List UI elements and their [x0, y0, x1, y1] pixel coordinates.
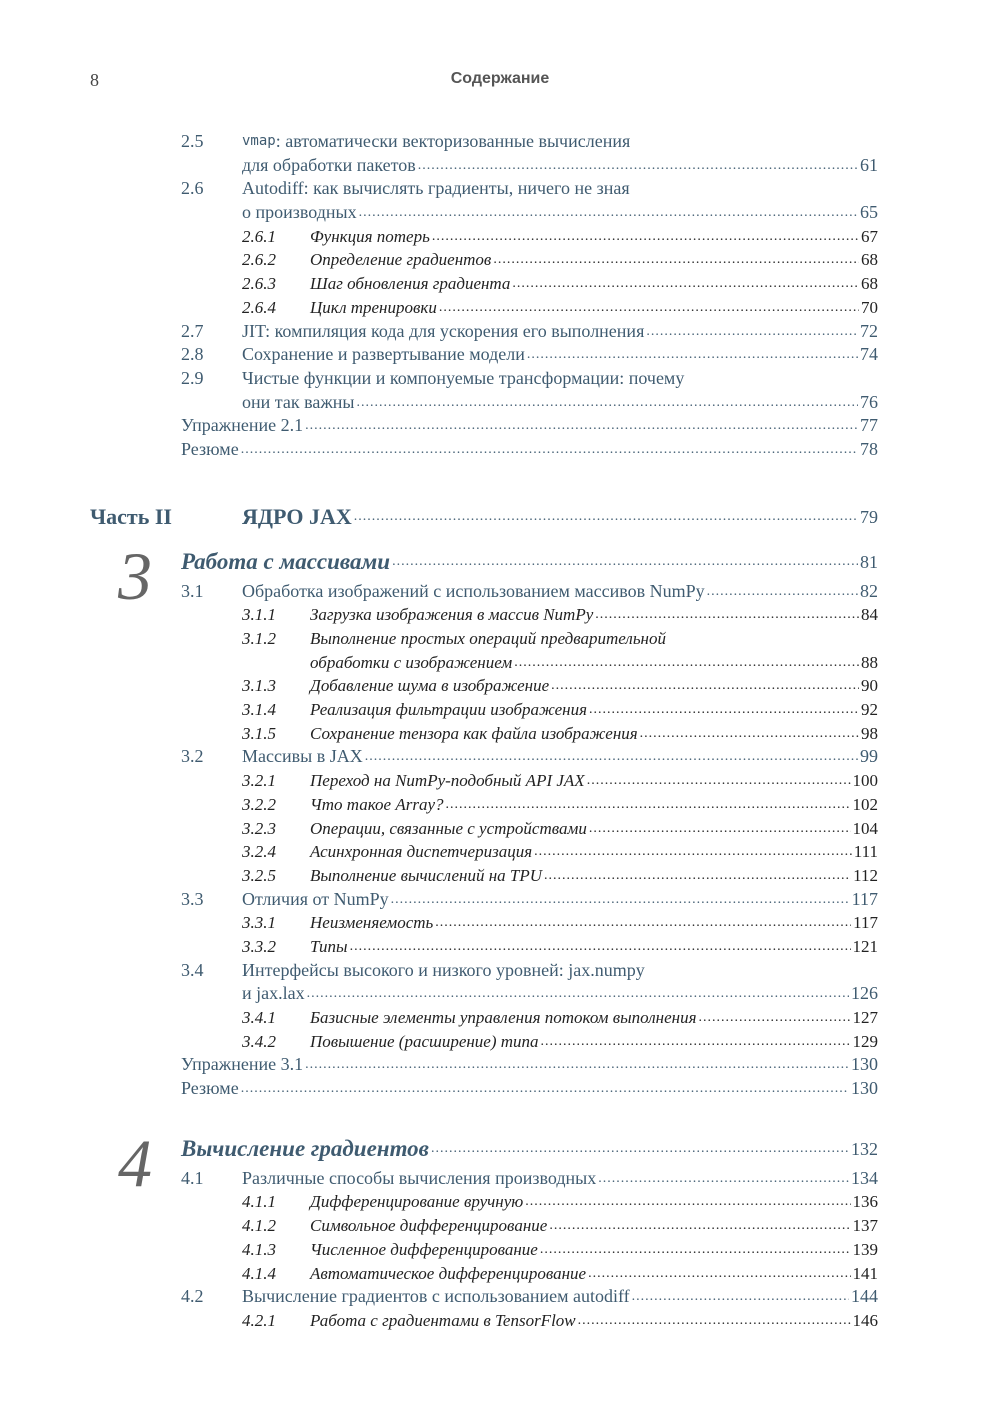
- entry-number: 3.1.4: [242, 700, 276, 720]
- leader-dots: [534, 840, 852, 864]
- entry-number: 3.2.4: [242, 842, 276, 862]
- toc-entry[interactable]: [0, 1006, 1000, 1030]
- running-head: Содержание: [450, 70, 550, 87]
- toc-entry-line: [0, 367, 1000, 391]
- toc-entry[interactable]: [0, 1238, 1000, 1262]
- toc-entry[interactable]: [0, 1309, 1000, 1333]
- toc-entry[interactable]: [0, 1262, 1000, 1286]
- entry-title: Упражнение 2.1: [181, 415, 304, 436]
- entry-title-line: [310, 272, 878, 296]
- toc-entry[interactable]: [0, 414, 1000, 438]
- page-ref: 141: [852, 1263, 878, 1283]
- entry-title: Интерфейсы высокого и низкого уровней: jax.numpy: [242, 959, 645, 980]
- entry-title-line: [242, 502, 878, 532]
- toc-entry[interactable]: [0, 225, 1000, 249]
- entry-number: 3.1.5: [242, 723, 276, 743]
- entry-title-line: [181, 438, 878, 462]
- code-term: vmap: [242, 133, 276, 149]
- entry-title: Autodiff: как вычислять градиенты, ничего не зная: [242, 178, 630, 199]
- entry-number: 3.4.2: [242, 1031, 276, 1051]
- toc-entry[interactable]: [0, 201, 1000, 225]
- page-ref: 88: [861, 652, 878, 672]
- toc-entry[interactable]: [0, 1077, 1000, 1101]
- leader-dots: [525, 1190, 850, 1214]
- page-ref: 74: [860, 344, 878, 365]
- leader-dots: [493, 248, 859, 272]
- leader-dots: [365, 745, 858, 769]
- toc-entry[interactable]: [0, 391, 1000, 415]
- entry-title: Упражнение 3.1: [181, 1054, 304, 1075]
- toc-entry[interactable]: [0, 1030, 1000, 1054]
- page-ref: 136: [852, 1192, 878, 1212]
- leader-dots: [589, 817, 851, 841]
- entry-title: Выполнение вычислений на TPU: [310, 865, 543, 885]
- toc-entry-line: [0, 959, 1000, 983]
- leader-dots: [698, 1006, 850, 1030]
- leader-dots: [588, 1262, 850, 1286]
- entry-title: Автоматическое дифференцирование: [310, 1263, 587, 1283]
- entry-title: и jax.lax: [242, 983, 305, 1004]
- page-ref: 126: [851, 983, 878, 1004]
- page-ref: 67: [861, 226, 878, 246]
- toc-entry[interactable]: [0, 722, 1000, 746]
- toc-entry-line: [0, 627, 1000, 651]
- entry-title-line: [310, 603, 878, 627]
- toc-entry[interactable]: [0, 817, 1000, 841]
- entry-title-line: [242, 745, 878, 769]
- page-ref: 84: [861, 605, 878, 625]
- entry-title-line: [310, 225, 878, 249]
- toc-entry[interactable]: [0, 840, 1000, 864]
- leader-dots: [354, 502, 858, 532]
- toc-entry[interactable]: [0, 982, 1000, 1006]
- toc-entry[interactable]: [0, 888, 1000, 912]
- leader-dots: [551, 674, 859, 698]
- page-ref: 92: [861, 700, 878, 720]
- entry-title: Неизменяемость: [310, 913, 434, 933]
- entry-title: Работа с массивами: [181, 548, 391, 574]
- entry-number: 4.2: [181, 1286, 204, 1307]
- entry-title: Вычисление градиентов: [181, 1135, 429, 1161]
- toc-entry[interactable]: [0, 745, 1000, 769]
- entry-title: JIT: компиляция кода для ускорения его выполнения: [242, 320, 645, 341]
- entry-title-line: [242, 320, 878, 344]
- leader-dots: [435, 911, 851, 935]
- entry-title: Массивы в JAX: [242, 746, 363, 767]
- entry-title: Отличия от NumPy: [242, 888, 389, 909]
- leader-dots: [392, 548, 858, 576]
- entry-number: 3.2.2: [242, 794, 276, 814]
- page-ref: 100: [852, 771, 878, 791]
- page-ref: 121: [852, 936, 878, 956]
- page-ref: 117: [853, 913, 878, 933]
- page-ref: 102: [852, 794, 878, 814]
- leader-dots: [541, 1030, 851, 1054]
- entry-title: Повышение (расширение) типа: [310, 1031, 539, 1051]
- entry-title: Функция потерь: [310, 226, 430, 246]
- entry-title: о производных: [242, 202, 357, 223]
- entry-number: 2.6.1: [242, 226, 276, 246]
- leader-dots: [707, 580, 858, 604]
- page-ref: 144: [851, 1286, 878, 1307]
- entry-title-line: [242, 1167, 878, 1191]
- entry-title-line: [310, 840, 878, 864]
- entry-title: Базисные элементы управления потоком выполнения: [310, 1008, 697, 1027]
- toc-entry[interactable]: [0, 1167, 1000, 1191]
- page-ref: 98: [861, 723, 878, 743]
- entry-title-line: [242, 154, 878, 178]
- page-ref: 65: [860, 202, 878, 223]
- toc-entry[interactable]: [0, 154, 1000, 178]
- entry-title: они так важны: [242, 391, 355, 412]
- entry-title: Переход на NumPy-подобный API JAX: [310, 771, 585, 791]
- entry-title-line: [310, 698, 878, 722]
- leader-dots: [549, 1214, 850, 1238]
- entry-title: для обработки пакетов: [242, 154, 416, 175]
- page-ref: 72: [860, 320, 878, 341]
- entry-number: 3.3.1: [242, 913, 276, 933]
- leader-dots: [446, 793, 851, 817]
- page-ref: 82: [860, 580, 878, 601]
- entry-number: 3.3.2: [242, 936, 276, 956]
- chapter-number: 3: [118, 537, 152, 614]
- entry-title: Асинхронная диспетчеризация: [310, 842, 533, 862]
- page-ref: 112: [853, 865, 878, 885]
- entry-number: 4.1.1: [242, 1192, 276, 1212]
- entry-number: 4.1: [181, 1167, 204, 1188]
- entry-title-line: [310, 911, 878, 935]
- entry-title-line: [310, 817, 878, 841]
- entry-title-line: [242, 959, 878, 983]
- entry-title-line: [310, 651, 878, 675]
- leader-dots: [527, 343, 858, 367]
- entry-title: Добавление шума в изображение: [310, 676, 550, 696]
- entry-title-line: [310, 793, 878, 817]
- leader-dots: [431, 1135, 849, 1163]
- leader-dots: [305, 1053, 849, 1077]
- page-ref: 68: [861, 250, 878, 270]
- page-number: 8: [90, 70, 99, 90]
- entry-title-line: [310, 1262, 878, 1286]
- page-ref: 146: [852, 1310, 878, 1330]
- page-ref: 130: [851, 1054, 878, 1075]
- entry-title: Символьное дифференцирование: [310, 1216, 548, 1236]
- toc-entry[interactable]: [0, 320, 1000, 344]
- entry-number: 2.7: [181, 320, 204, 341]
- entry-title-line: [310, 935, 878, 959]
- entry-title: Чистые функции и компонуемые трансформации: почему: [242, 367, 685, 388]
- entry-title-line: [181, 1135, 878, 1163]
- entry-title: Вычисление градиентов с использованием autodiff: [242, 1286, 630, 1307]
- entry-title: Различные способы вычисления производных: [242, 1167, 597, 1188]
- page-ref: 79: [860, 506, 878, 527]
- entry-title: Численное дифференцирование: [310, 1239, 538, 1259]
- entry-number: Часть II: [90, 503, 172, 529]
- entry-title: Цикл тренировки: [310, 297, 437, 317]
- entry-title-line: [242, 130, 878, 154]
- leader-dots: [632, 1285, 849, 1309]
- entry-title-line: [242, 201, 878, 225]
- entry-title-line: [310, 296, 878, 320]
- entry-title-line: [181, 1053, 878, 1077]
- leader-dots: [357, 391, 859, 415]
- entry-title-line: [242, 888, 878, 912]
- entry-title: Типы: [310, 936, 348, 956]
- leader-dots: [589, 698, 859, 722]
- entry-number: 2.5: [181, 131, 204, 151]
- toc-entry[interactable]: [0, 698, 1000, 722]
- page-ref: 137: [852, 1216, 878, 1236]
- entry-title: Операции, связанные с устройствами: [310, 818, 587, 838]
- leader-dots: [512, 272, 859, 296]
- toc-entry[interactable]: [0, 603, 1000, 627]
- entry-title: : автоматически векторизованные вычисления: [275, 131, 631, 151]
- page-ref: 90: [861, 676, 878, 696]
- page-ref: 99: [860, 746, 878, 767]
- entry-number: 2.9: [181, 367, 204, 388]
- entry-number: 3.2.5: [242, 865, 276, 885]
- entry-title-line: [242, 177, 878, 201]
- toc-entry[interactable]: [0, 438, 1000, 462]
- leader-dots: [544, 864, 851, 888]
- toc-entry[interactable]: [0, 864, 1000, 888]
- entry-number: 4.1.2: [242, 1216, 276, 1236]
- entry-number: 3.1.3: [242, 676, 276, 696]
- leader-dots: [391, 888, 850, 912]
- entry-title: Выполнение простых операций предварительной: [310, 629, 666, 648]
- toc-entry[interactable]: [0, 935, 1000, 959]
- entry-number: 3.4.1: [242, 1008, 276, 1027]
- page-ref: 77: [860, 415, 878, 436]
- entry-title-line: [242, 367, 878, 391]
- toc-entry[interactable]: [0, 769, 1000, 793]
- toc-entry[interactable]: [0, 651, 1000, 675]
- entry-title: Работа с градиентами в TensorFlow: [310, 1310, 576, 1330]
- entry-number: 3.1: [181, 580, 204, 601]
- entry-title: Сохранение и развертывание модели: [242, 344, 525, 365]
- toc-entry[interactable]: [0, 911, 1000, 935]
- leader-dots: [439, 296, 859, 320]
- entry-title: Определение градиентов: [310, 250, 492, 270]
- entry-number: 3.1.1: [242, 605, 276, 625]
- toc-entry[interactable]: [0, 1053, 1000, 1077]
- entry-title-line: [310, 864, 878, 888]
- entry-title-line: [181, 1077, 878, 1101]
- page-ref: 104: [852, 818, 878, 838]
- page-ref: 134: [851, 1167, 878, 1188]
- toc-entry[interactable]: [0, 502, 1000, 532]
- entry-title-line: [310, 769, 878, 793]
- entry-number: 4.1.4: [242, 1263, 276, 1283]
- toc-entry[interactable]: [0, 272, 1000, 296]
- entry-title-line: [242, 580, 878, 604]
- page-ref: 70: [861, 297, 878, 317]
- entry-title-line: [242, 343, 878, 367]
- toc-entry[interactable]: [0, 1214, 1000, 1238]
- leader-dots: [418, 154, 858, 178]
- entry-title: ЯДРО JAX: [242, 503, 352, 529]
- entry-title-line: [310, 722, 878, 746]
- entry-number: 3.2: [181, 746, 204, 767]
- toc-entry-line: [0, 177, 1000, 201]
- page-ref: 139: [852, 1239, 878, 1259]
- entry-number: 4.1.3: [242, 1239, 276, 1259]
- toc-entry[interactable]: [0, 793, 1000, 817]
- entry-number: 3.2.3: [242, 818, 276, 838]
- entry-title: Что такое Array?: [310, 794, 444, 814]
- toc-entry[interactable]: [0, 580, 1000, 604]
- entry-title-line: [181, 414, 878, 438]
- entry-title-line: [310, 1190, 878, 1214]
- page-ref: 129: [852, 1031, 878, 1051]
- entry-number: 2.6: [181, 178, 204, 199]
- toc-entry[interactable]: [0, 248, 1000, 272]
- leader-dots: [646, 320, 858, 344]
- entry-title-line: [181, 548, 878, 576]
- entry-number: 4.2.1: [242, 1310, 276, 1330]
- entry-title: Резюме: [181, 1078, 239, 1099]
- entry-title: Сохранение тензора как файла изображения: [310, 723, 638, 743]
- leader-dots: [432, 225, 859, 249]
- entry-number: 2.6.2: [242, 250, 276, 270]
- page-ref: 117: [851, 888, 878, 909]
- leader-dots: [241, 438, 858, 462]
- leader-dots: [350, 935, 851, 959]
- toc-entry[interactable]: [0, 343, 1000, 367]
- entry-number: 3.4: [181, 959, 204, 980]
- entry-number: 2.6.3: [242, 274, 276, 294]
- toc-entry-line: [0, 130, 1000, 154]
- page-ref: 78: [860, 438, 878, 459]
- entry-title-line: [310, 627, 878, 651]
- entry-title-line: [310, 1030, 878, 1054]
- entry-number: 3.1.2: [242, 629, 276, 648]
- leader-dots: [514, 651, 859, 675]
- page-ref: 76: [860, 391, 878, 412]
- entry-title-line: [310, 1238, 878, 1262]
- leader-dots: [540, 1238, 851, 1262]
- leader-dots: [640, 722, 859, 746]
- entry-number: 2.6.4: [242, 297, 276, 317]
- page-ref: 81: [860, 551, 878, 572]
- entry-title-line: [242, 982, 878, 1006]
- entry-title: Загрузка изображения в массив NumPy: [310, 605, 594, 625]
- chapter-number: 4: [118, 1124, 152, 1201]
- toc-entry[interactable]: [0, 1285, 1000, 1309]
- page-ref: 132: [851, 1138, 878, 1159]
- entry-title: Обработка изображений с использованием массивов NumPy: [242, 580, 705, 601]
- leader-dots: [307, 982, 849, 1006]
- page-ref: 111: [853, 842, 878, 862]
- entry-title-line: [310, 248, 878, 272]
- page-ref: 127: [852, 1008, 878, 1027]
- entry-title-line: [310, 674, 878, 698]
- leader-dots: [578, 1309, 851, 1333]
- entry-title: Дифференцирование вручную: [310, 1192, 524, 1212]
- entry-number: 3.3: [181, 888, 204, 909]
- leader-dots: [241, 1077, 849, 1101]
- entry-title-line: [242, 391, 878, 415]
- leader-dots: [587, 769, 851, 793]
- leader-dots: [359, 201, 858, 225]
- leader-dots: [598, 1167, 849, 1191]
- leader-dots: [305, 414, 858, 438]
- entry-number: 2.8: [181, 344, 204, 365]
- entry-title: Шаг обновления градиента: [310, 274, 511, 294]
- toc-entry[interactable]: [0, 674, 1000, 698]
- entry-title: Резюме: [181, 438, 239, 459]
- leader-dots: [595, 603, 859, 627]
- entry-title-line: [242, 1285, 878, 1309]
- entry-title: обработки с изображением: [310, 652, 513, 672]
- toc-entry[interactable]: [0, 1190, 1000, 1214]
- page-ref: 130: [851, 1078, 878, 1099]
- page-ref: 61: [860, 154, 878, 175]
- entry-title-line: [310, 1006, 878, 1030]
- entry-title: Реализация фильтрации изображения: [310, 700, 588, 720]
- entry-title-line: [310, 1214, 878, 1238]
- toc-entry[interactable]: [0, 296, 1000, 320]
- page-ref: 68: [861, 274, 878, 294]
- table-of-contents: [0, 130, 1000, 1333]
- entry-title-line: [310, 1309, 878, 1333]
- entry-number: 3.2.1: [242, 771, 276, 791]
